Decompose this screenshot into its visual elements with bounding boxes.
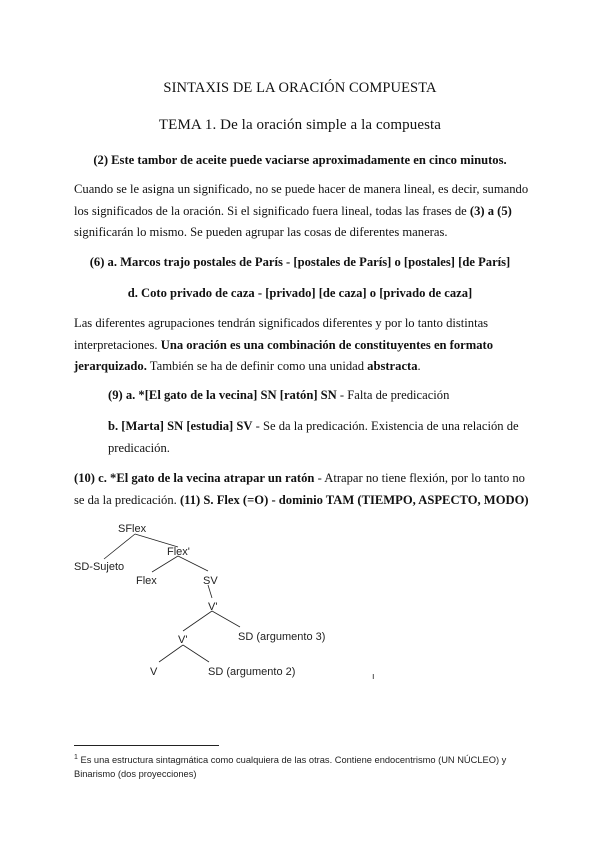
example-6a: (6) a. Marcos trajo postales de París - [postales de París] o [postales] [de París] — [89, 255, 511, 269]
example-9a-bold: (9) a. *[El gato de la vecina] SN [ratón] SN — [108, 388, 337, 402]
example-11-bold: (11) S. Flex (=O) - dominio TAM (TIEMPO, ASPECTO, MODO) — [179, 492, 529, 507]
tree-node-v: V — [150, 666, 158, 678]
stray-mark: ı — [372, 671, 375, 681]
example-6d: d. Coto privado de caza - [privado] [de caza] o [privado de caza] — [127, 286, 473, 300]
tree-node-v-bar-mid: V' — [178, 634, 188, 646]
example-9b-bold: b. [Marta] SN [estudia] SV — [108, 419, 253, 433]
page-subtitle: TEMA 1. De la oración simple a la compuesta — [158, 117, 442, 133]
footnote — [74, 751, 526, 781]
tree-node-flex: Flex — [136, 575, 157, 587]
para2-bold-b: abstracta — [367, 359, 418, 373]
example-10-plain: - Atrapar no tiene flexión, por lo tanto no se da la predicación. — [74, 471, 525, 507]
footnote-text: Es una estructura sintagmática como cualquiera de las otras. Contiene endocentrismo (UN NÚCLEO) y Binarismo (dos proyecciones) — [74, 755, 507, 780]
para2-text-b: También se ha de definir como una unidad — [146, 359, 368, 373]
footnote-divider — [74, 745, 219, 746]
para1-text-b: significarán lo mismo. Se pueden agrupar las cosas de diferentes maneras. — [74, 225, 448, 239]
page-title: SINTAXIS DE LA ORACIÓN COMPUESTA — [163, 80, 437, 96]
para1-text-a: Cuando se le asigna un significado, no se puede hacer de manera lineal, es decir, sumando los significados de la oración. Si el significado fuera lineal, todas las frases de — [74, 182, 529, 218]
para2-bold-a: Una oración es una combinación de constituyentes en formato jerarquizado. — [74, 337, 494, 373]
tree-node-v-bar-top: V' — [208, 601, 218, 613]
tree-node-sd-arg2: SD (argumento 2) — [208, 666, 296, 678]
example-9a-plain: - Falta de predicación — [336, 388, 450, 402]
footnote-marker: 1 — [74, 754, 78, 761]
tree-node-sflex: SFlex — [118, 523, 147, 535]
para1-range-start: (3) — [469, 203, 485, 218]
example-10-bold: (10) c. *El gato de la vecina atrapar un ratón — [74, 471, 315, 485]
para1-range-end: (5) — [497, 203, 512, 218]
para1-conj: a — [484, 203, 498, 218]
example-2: (2) Este tambor de aceite puede vaciarse aproximadamente en cinco minutos. — [93, 153, 507, 167]
tree-node-flex-bar: Flex' — [167, 546, 190, 558]
tree-node-sd-arg3: SD (argumento 3) — [238, 631, 326, 643]
example-9b-plain: - Se da la predicación. Existencia de una relación de predicación. — [108, 419, 519, 455]
para2-text-c: . — [417, 359, 421, 373]
para2-text-a: Las diferentes agrupaciones tendrán significados diferentes y por lo tanto distintas interpretaciones. — [74, 316, 489, 352]
tree-node-sd-sujeto: SD-Sujeto — [74, 561, 125, 573]
tree-node-sv: SV — [203, 575, 218, 587]
